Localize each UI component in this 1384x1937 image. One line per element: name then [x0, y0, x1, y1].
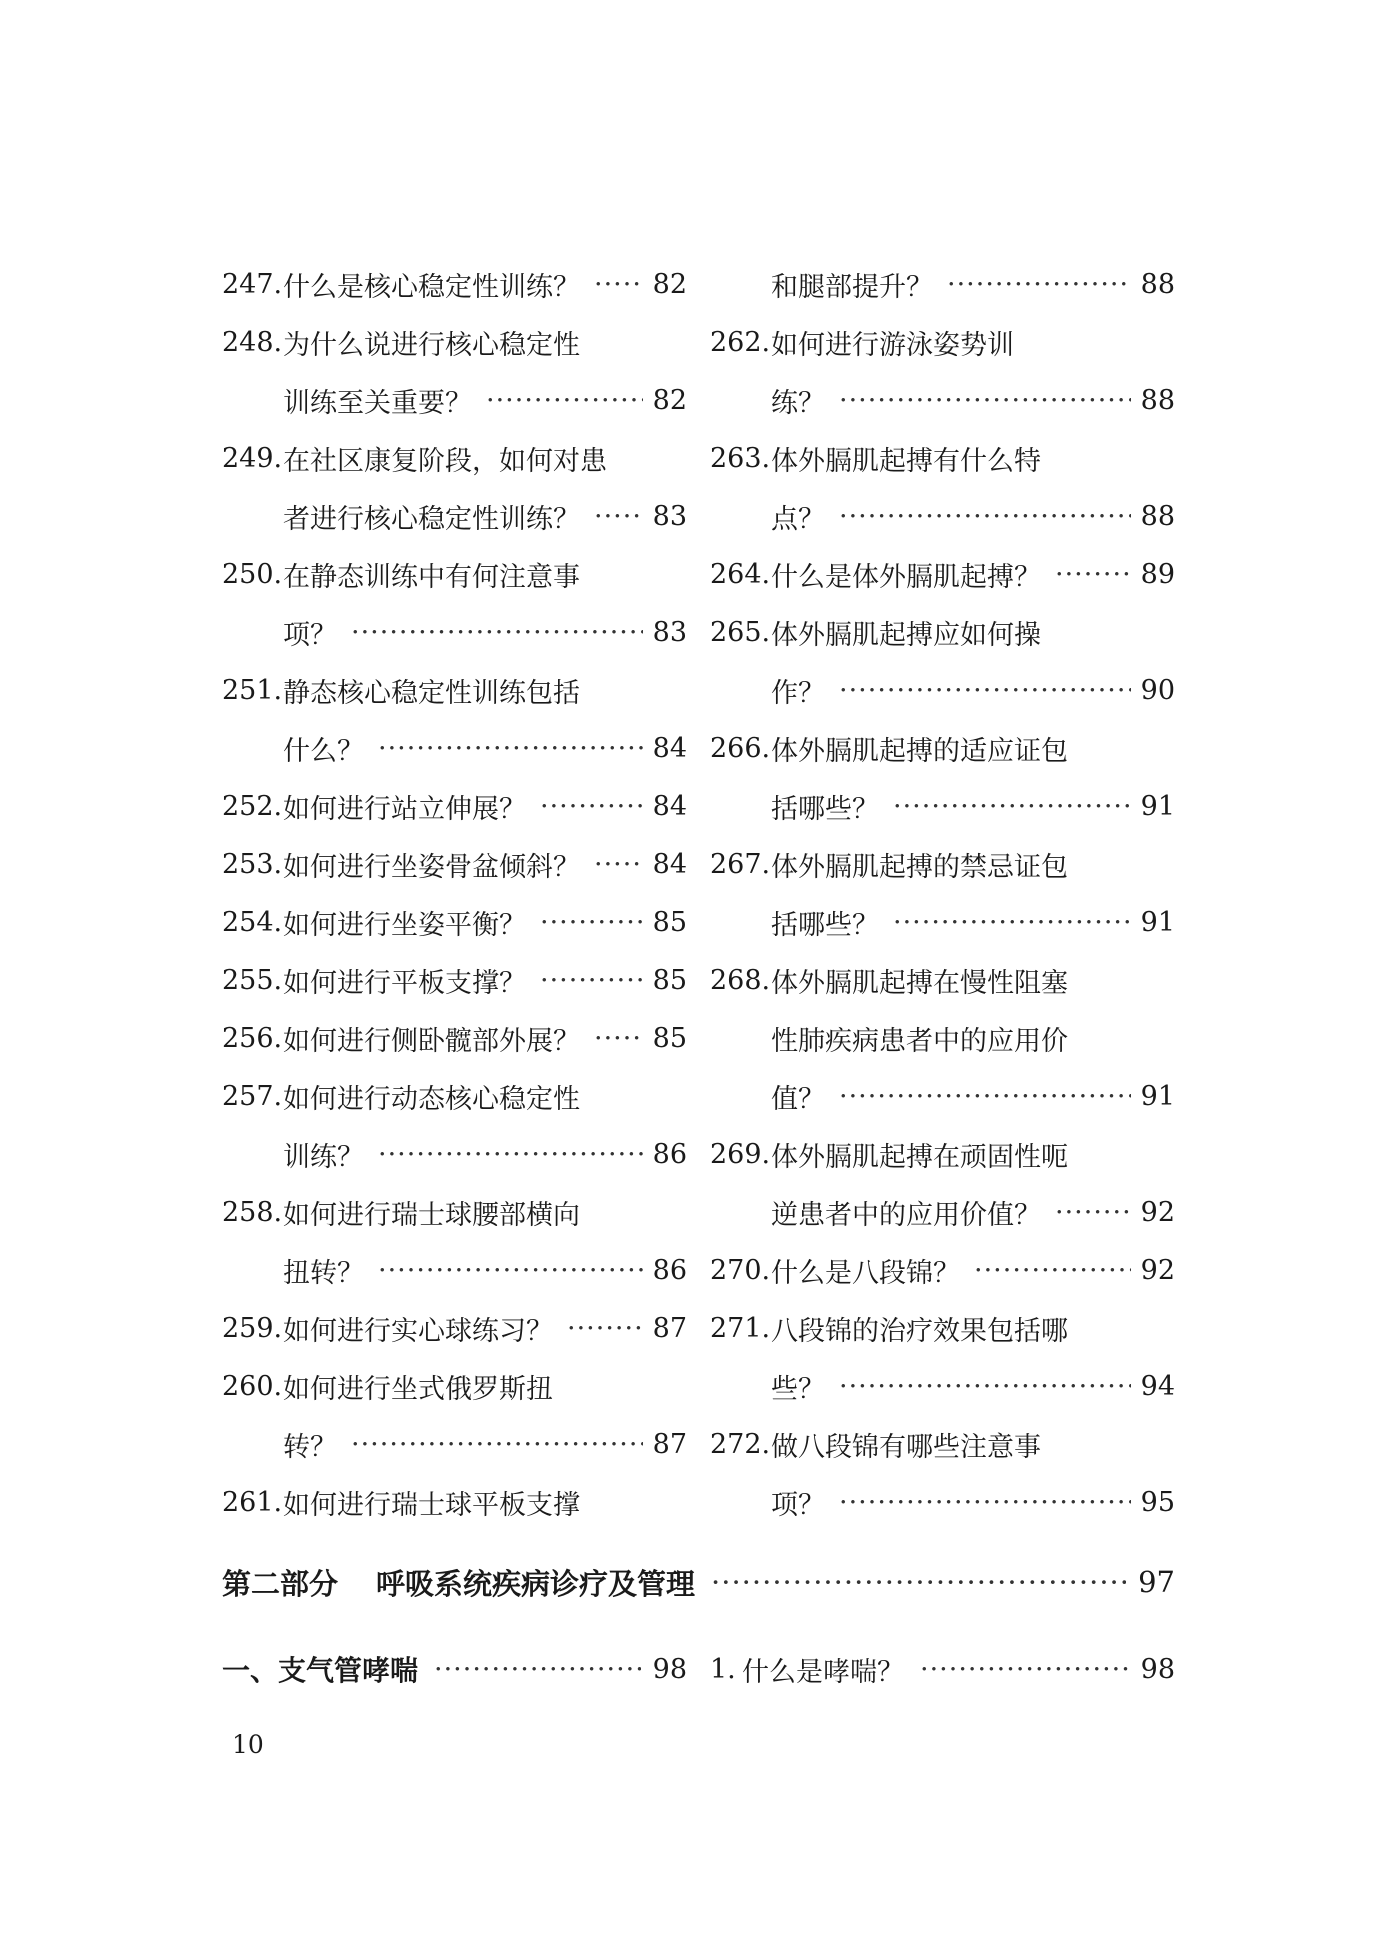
entry-number: 264.	[710, 558, 771, 590]
entry-text: 括哪些？	[771, 793, 879, 825]
entry-text: 作？	[771, 677, 825, 709]
entry-page-number: 85	[652, 1022, 687, 1054]
entry-text: 什么是哮喘？	[742, 1656, 904, 1688]
toc-entry-line[interactable]	[710, 835, 1175, 893]
entry-number: 249.	[222, 442, 283, 474]
part-label: 第二部分	[222, 1566, 339, 1601]
entry-page-number: 92	[1140, 1196, 1175, 1228]
entry-page-number: 89	[1140, 558, 1175, 590]
entry-page-number: 87	[652, 1312, 687, 1344]
toc-entry-line[interactable]	[710, 951, 1175, 1009]
toc-entry-line[interactable]	[222, 371, 687, 429]
toc-entry-line[interactable]	[222, 255, 687, 313]
leader-dots	[839, 385, 1131, 416]
entry-text: 括哪些？	[771, 909, 879, 941]
toc-entry-line[interactable]	[710, 1473, 1175, 1531]
entry-text: 如何进行游泳姿势训	[771, 329, 1014, 361]
toc-entry-line[interactable]	[710, 603, 1175, 661]
leader-dots	[839, 1081, 1131, 1112]
toc-entry-line[interactable]	[222, 545, 687, 603]
entry-number: 254.	[222, 906, 283, 938]
entry-page-number: 86	[652, 1254, 687, 1286]
entry-text: 体外膈肌起搏的适应证包	[771, 735, 1068, 767]
entry-page-number: 84	[652, 790, 687, 822]
leader-dots	[839, 1487, 1131, 1518]
leader-dots	[351, 1429, 643, 1460]
entry-page-number: 88	[1140, 500, 1175, 532]
entry-text: 转？	[283, 1431, 337, 1463]
toc-entry-line[interactable]	[222, 1357, 687, 1415]
entry-number: 258.	[222, 1196, 283, 1228]
entry-page-number: 82	[652, 268, 687, 300]
entry-number: 260.	[222, 1370, 283, 1402]
toc-entry-line[interactable]	[710, 1299, 1175, 1357]
toc-entry-line[interactable]	[710, 661, 1175, 719]
entry-number: 257.	[222, 1080, 283, 1112]
entry-page-number: 82	[652, 384, 687, 416]
entry-number: 263.	[710, 442, 771, 474]
toc-entry-line[interactable]	[222, 1415, 687, 1473]
entry-text: 在社区康复阶段，如何对患	[283, 445, 607, 477]
toc-entry-line[interactable]	[222, 1241, 687, 1299]
entry-number: 250.	[222, 558, 283, 590]
entry-text: 点？	[771, 503, 825, 535]
toc-entry-line[interactable]	[222, 1473, 687, 1531]
entry-number: 248.	[222, 326, 283, 358]
entry-text: 训练至关重要？	[283, 387, 472, 419]
leader-dots	[540, 965, 643, 996]
page-folio: 10	[232, 1730, 264, 1759]
entry-page-number: 87	[652, 1428, 687, 1460]
toc-entry-line[interactable]	[222, 1009, 687, 1067]
section-heading-row[interactable]	[222, 1640, 687, 1698]
entry-text: 如何进行坐姿平衡？	[283, 909, 526, 941]
entry-page-number: 83	[652, 500, 687, 532]
toc-entry-line[interactable]	[710, 893, 1175, 951]
toc-entry-line[interactable]	[222, 1183, 687, 1241]
entry-number: 247.	[222, 268, 283, 300]
section-title: 一、支气管哮喘	[222, 1654, 419, 1687]
entry-text: 如何进行实心球练习？	[283, 1315, 553, 1347]
toc-entry-line[interactable]	[222, 487, 687, 545]
entry-text: 如何进行动态核心稳定性	[283, 1083, 580, 1115]
entry-number: 256.	[222, 1022, 283, 1054]
entry-page-number: 88	[1140, 268, 1175, 300]
toc-entry-line[interactable]	[710, 777, 1175, 835]
entry-text: 什么是体外膈肌起搏？	[771, 561, 1041, 593]
leader-dots	[540, 791, 643, 822]
entry-page-number: 84	[652, 848, 687, 880]
leader-dots	[378, 733, 643, 764]
toc-entry-line[interactable]	[222, 429, 687, 487]
toc-entry-line[interactable]	[710, 487, 1175, 545]
toc-entry-line[interactable]	[222, 1067, 687, 1125]
toc-entry-line[interactable]	[222, 603, 687, 661]
entry-text: 项？	[771, 1489, 825, 1521]
entry-page-number: 91	[1140, 1080, 1175, 1112]
entry-text: 如何进行坐姿骨盆倾斜？	[283, 851, 580, 883]
entry-number: 270.	[710, 1254, 771, 1286]
entry-number: 251.	[222, 674, 283, 706]
entry-text: 如何进行瑞士球平板支撑	[283, 1489, 580, 1521]
leader-dots	[1055, 559, 1131, 590]
leader-dots	[486, 385, 643, 416]
entry-number: 266.	[710, 732, 771, 764]
leader-dots	[711, 1565, 1126, 1599]
entry-text: 值？	[771, 1083, 825, 1115]
leader-dots	[893, 907, 1131, 938]
entry-text: 体外膈肌起搏在顽固性呃	[771, 1141, 1068, 1173]
toc-right-column	[710, 255, 1175, 1531]
entry-text: 和腿部提升？	[771, 271, 933, 303]
entry-text: 做八段锦有哪些注意事	[771, 1431, 1041, 1463]
toc-entry-line[interactable]	[710, 1125, 1175, 1183]
entry-text: 扭转？	[283, 1257, 364, 1289]
entry-page-number: 85	[652, 906, 687, 938]
entry-number: 255.	[222, 964, 283, 996]
toc-left-column	[222, 255, 687, 1531]
toc-entry-line[interactable]	[710, 1357, 1175, 1415]
leader-dots	[839, 675, 1131, 706]
section-first-entry[interactable]	[710, 1640, 1175, 1698]
leader-dots	[351, 617, 643, 648]
entry-number: 265.	[710, 616, 771, 648]
entry-number: 267.	[710, 848, 771, 880]
toc-entry-line[interactable]	[222, 893, 687, 951]
entry-text: 静态核心稳定性训练包括	[283, 677, 580, 709]
toc-entry-line[interactable]	[222, 951, 687, 1009]
leader-dots	[378, 1255, 643, 1286]
entry-number: 262.	[710, 326, 771, 358]
entry-text: 体外膈肌起搏应如何操	[771, 619, 1041, 651]
entry-text: 如何进行侧卧髋部外展？	[283, 1025, 580, 1057]
toc-entry-line[interactable]	[710, 545, 1175, 603]
toc-entry-line[interactable]	[710, 719, 1175, 777]
entry-text: 什么？	[283, 735, 364, 767]
toc-entry-line[interactable]	[710, 313, 1175, 371]
entry-number: 269.	[710, 1138, 771, 1170]
toc-entry-line[interactable]	[710, 429, 1175, 487]
leader-dots	[947, 269, 1131, 300]
entry-number: 253.	[222, 848, 283, 880]
leader-dots	[839, 501, 1131, 532]
entry-text: 者进行核心稳定性训练？	[283, 503, 580, 535]
leader-dots	[594, 849, 643, 880]
entry-page-number: 94	[1140, 1370, 1175, 1402]
toc-entry-line[interactable]	[222, 1299, 687, 1357]
entry-text: 体外膈肌起搏有什么特	[771, 445, 1041, 477]
entry-text: 什么是核心稳定性训练？	[283, 271, 580, 303]
entry-text: 如何进行瑞士球腰部横向	[283, 1199, 580, 1231]
entry-page-number: 95	[1140, 1486, 1175, 1518]
entry-number: 259.	[222, 1312, 283, 1344]
entry-text: 性肺疾病患者中的应用价	[771, 1025, 1068, 1057]
entry-text: 训练？	[283, 1141, 364, 1173]
toc-entry-line[interactable]	[710, 371, 1175, 429]
entry-page-number: 92	[1140, 1254, 1175, 1286]
leader-dots	[974, 1255, 1131, 1286]
entry-page-number: 85	[652, 964, 687, 996]
entry-text: 为什么说进行核心稳定性	[283, 329, 580, 361]
toc-entry-line[interactable]	[222, 835, 687, 893]
entry-number: 272.	[710, 1428, 771, 1460]
leader-dots	[1055, 1197, 1131, 1228]
entry-text: 如何进行坐式俄罗斯扭	[283, 1373, 553, 1405]
leader-dots	[567, 1313, 643, 1344]
toc-entry-line[interactable]	[222, 661, 687, 719]
toc-entry-line[interactable]	[710, 255, 1175, 313]
entry-text: 什么是八段锦？	[771, 1257, 960, 1289]
leader-dots	[920, 1654, 1129, 1685]
toc-entry-line[interactable]	[222, 1125, 687, 1183]
entry-text: 如何进行平板支撑？	[283, 967, 526, 999]
toc-entry-line[interactable]	[710, 1415, 1175, 1473]
entry-page-number: 83	[652, 616, 687, 648]
entry-number: 271.	[710, 1312, 771, 1344]
toc-entry-line[interactable]	[710, 1009, 1175, 1067]
toc-entry-line[interactable]	[710, 1183, 1175, 1241]
entry-text: 些？	[771, 1373, 825, 1405]
entry-number: 261.	[222, 1486, 283, 1518]
entry-text: 练？	[771, 387, 825, 419]
entry-page-number: 90	[1140, 674, 1175, 706]
leader-dots	[434, 1654, 641, 1685]
leader-dots	[893, 791, 1131, 822]
entry-text: 八段锦的治疗效果包括哪	[771, 1315, 1068, 1347]
entry-number: 268.	[710, 964, 771, 996]
leader-dots	[540, 907, 643, 938]
entry-number: 252.	[222, 790, 283, 822]
leader-dots	[839, 1371, 1131, 1402]
entry-page-number: 91	[1140, 906, 1175, 938]
entry-page-number: 98	[1140, 1653, 1175, 1685]
entry-text: 体外膈肌起搏的禁忌证包	[771, 851, 1068, 883]
toc-entry-line[interactable]	[710, 1241, 1175, 1299]
entry-page-number: 91	[1140, 790, 1175, 822]
toc-entry-line[interactable]	[222, 719, 687, 777]
entry-page-number: 88	[1140, 384, 1175, 416]
leader-dots	[594, 1023, 643, 1054]
part-heading[interactable]	[222, 1553, 1175, 1611]
entry-number: 1.	[710, 1653, 736, 1685]
entry-text: 项？	[283, 619, 337, 651]
entry-page-number: 86	[652, 1138, 687, 1170]
toc-entry-line[interactable]	[222, 777, 687, 835]
entry-text: 在静态训练中有何注意事	[283, 561, 580, 593]
leader-dots	[594, 501, 643, 532]
part-title: 呼吸系统疾病诊疗及管理	[376, 1566, 696, 1601]
leader-dots	[594, 269, 643, 300]
part-page-number: 97	[1138, 1565, 1175, 1599]
leader-dots	[378, 1139, 643, 1170]
toc-entry-line[interactable]	[222, 313, 687, 371]
entry-text: 如何进行站立伸展？	[283, 793, 526, 825]
entry-page-number: 84	[652, 732, 687, 764]
entry-text: 体外膈肌起搏在慢性阻塞	[771, 967, 1068, 999]
entry-text: 逆患者中的应用价值？	[771, 1199, 1041, 1231]
toc-entry-line[interactable]	[710, 1067, 1175, 1125]
section-page-number: 98	[652, 1653, 687, 1685]
